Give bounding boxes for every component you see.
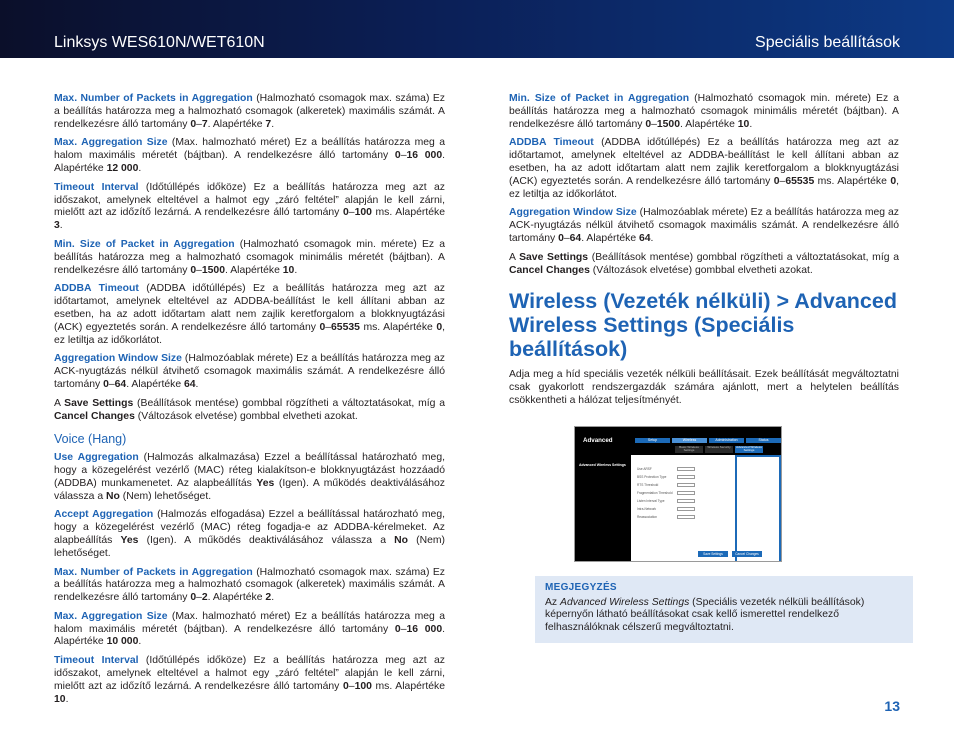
right-column xyxy=(509,93,899,643)
paragraph-max-packets xyxy=(54,93,445,131)
text: . Alapértéke xyxy=(581,232,639,244)
value: 0 xyxy=(394,623,401,635)
term: Min. Size of Packet in Aggregation xyxy=(509,93,690,104)
term: ADDBA Timeout xyxy=(54,283,139,295)
screenshot-subtab-advanced: Advanced Wireless Settings xyxy=(736,444,762,453)
text: – xyxy=(400,623,407,635)
screenshot-subtab-basic: Basic Wireless Settings xyxy=(675,446,703,453)
text: . Alapértéke xyxy=(126,378,184,390)
text: . xyxy=(138,162,142,174)
term: Use Aggregation xyxy=(54,452,139,464)
term: Aggregation Window Size xyxy=(54,353,182,365)
screenshot-row-input xyxy=(677,515,695,519)
text: . xyxy=(195,378,199,390)
term: ADDBA Timeout xyxy=(509,137,594,149)
value: 10 xyxy=(737,118,750,130)
text: (ADDBA időtúllépés) Ez a beállítás határozza meg azt az időtartamot, amelynek elteltével az ADDBA-beállítást le kell állítani abban az esetben, ha az adott időtartam alatt nem zajlik keretforgalom a blokknyugtázási (ACK) egyeztetés során. A rendelkezésre álló tartomány xyxy=(54,283,445,333)
value: 2 xyxy=(265,592,272,604)
value: 16 000 xyxy=(406,623,443,635)
text: (Változások elvetése) gombbal elvetheti azokat. xyxy=(589,264,813,276)
text: . xyxy=(271,118,275,130)
term: Timeout Interval xyxy=(54,181,139,193)
value: 1500 xyxy=(201,264,225,276)
screenshot-form-row xyxy=(637,467,695,472)
paragraph-save-cancel xyxy=(509,252,899,278)
value: Save Settings xyxy=(64,397,134,409)
value: 1500 xyxy=(656,118,680,130)
text: (Időtúllépés időköze) Ez a beállítás határozza meg azt az időszakot, amelynek elteltével a halmot egy „záró feltétel” alapján le kell zárni, mielőtt azt az időzítő lezárná. A rendelkezésre álló tartomány xyxy=(54,655,445,692)
screenshot-row-input xyxy=(677,483,695,487)
screenshot-row-label: Listen Interval Type xyxy=(637,498,665,503)
value: 0 xyxy=(645,118,652,130)
value: 65535 xyxy=(331,321,360,333)
text: A xyxy=(509,251,520,263)
screenshot-save-button: Save Settings xyxy=(698,551,728,557)
text: – xyxy=(651,118,657,130)
screenshot-tab-wireless: Wireless xyxy=(672,438,707,443)
text: – xyxy=(563,232,570,244)
text: . Alapértéke xyxy=(54,623,446,648)
paragraph-addba-timeout xyxy=(509,137,899,201)
screenshot-row-label: BSS Protection Type xyxy=(637,474,667,479)
text: . xyxy=(65,693,69,705)
screenshot-row-input xyxy=(677,491,695,495)
paragraph-addba-timeout xyxy=(54,283,445,347)
text: (Speciális vezeték nélküli beállítások) képernyőn látható beállításokat csak kellő ismerettel rendelkező felhasználóknak célszerű megváltoztatni. xyxy=(545,596,865,634)
value: 2 xyxy=(201,592,208,604)
text: (Halmozás elfogadása) Ezzel a beállítással határozható meg, hogy a közegelérést vezérlő (MAC) réteg fogadja-e az ADDBA-kérelmeket. Az alapbeállítás xyxy=(54,509,445,546)
screenshot-row-label: Fragmentation Threshold xyxy=(637,490,673,495)
value: 0 xyxy=(103,378,109,390)
paragraph-use-aggregation xyxy=(54,452,445,503)
screenshot-buttons xyxy=(698,551,762,557)
value: 10 xyxy=(54,693,66,705)
text: . xyxy=(59,220,63,232)
text: – xyxy=(196,592,202,604)
text: (Változások elvetése) gombbal elvetheti azokat. xyxy=(134,410,358,422)
value: 64 xyxy=(183,378,196,390)
screenshot-form-row xyxy=(637,499,695,504)
text: (Időtúllépés időköze) Ez a beállítás határozza meg azt az időszakot, amelynek elteltével a halmot egy „záró feltétel” alapján le kell zárni, mielőtt azt az időzítő lezárná. A rendelkezésre álló tartomány xyxy=(54,181,445,219)
paragraph-accept-aggregation xyxy=(54,509,445,560)
screenshot-row-label: RTS Threshold xyxy=(637,482,659,487)
text: – xyxy=(325,321,332,333)
term: Min. Size of Packet in Aggregation xyxy=(54,238,235,250)
note-text xyxy=(545,597,903,635)
text: , ez letiltja az időkorlátot. xyxy=(509,175,899,200)
screenshot-form-row xyxy=(637,507,695,512)
header-section-title: Speciális beállítások xyxy=(755,34,900,51)
term: Aggregation Window Size xyxy=(509,207,637,219)
value: 16 000 xyxy=(406,150,443,162)
value: 3 xyxy=(54,220,60,232)
text: (Igen). A működés deaktiválásához válassza a xyxy=(54,477,445,502)
value: 100 xyxy=(354,680,372,692)
text: ms. Alapértéke xyxy=(371,207,445,219)
value: 7 xyxy=(265,118,272,130)
text: , ez letiltja az időkorlátot. xyxy=(54,321,445,346)
text: . Alapértéke xyxy=(207,592,266,604)
value: 10 xyxy=(282,264,295,276)
value: 0 xyxy=(343,207,349,219)
value: 0 xyxy=(190,592,197,604)
screenshot-form-row xyxy=(637,483,695,488)
text: (Nem) lehetőséget. xyxy=(119,490,212,502)
term: Accept Aggregation xyxy=(54,509,154,521)
text: ms. Alapértéke xyxy=(371,680,445,692)
value: 64 xyxy=(638,232,651,244)
text: . Alapértéke xyxy=(54,150,446,174)
paragraph-save-cancel xyxy=(54,398,445,424)
paragraph-timeout-interval xyxy=(54,182,445,233)
screenshot-row-label: Use ARSF xyxy=(637,466,652,471)
advanced-wireless-screenshot xyxy=(574,426,782,562)
screenshot-tabs xyxy=(635,438,781,443)
screenshot-row-input xyxy=(677,475,695,479)
screenshot-form-row xyxy=(637,475,695,480)
text: A xyxy=(54,397,65,409)
value: 100 xyxy=(354,207,372,219)
term: Timeout Interval xyxy=(54,655,139,667)
value: Save Settings xyxy=(519,251,589,263)
term: Max. Number of Packets in Aggregation xyxy=(54,93,253,104)
section-title: Wireless (Vezeték nélküli) > Advanced Wireless Settings (Speciális beállítások) xyxy=(509,289,897,362)
value: 7 xyxy=(201,118,208,130)
screenshot-help-pane xyxy=(735,455,781,562)
screenshot-row-label: Intra-Network xyxy=(637,506,657,511)
text: – xyxy=(196,118,202,130)
value: Cancel Changes xyxy=(509,264,590,276)
value: No xyxy=(105,490,120,502)
text: (Halmozóablak mérete) Ez a beállítás határozza meg az ACK-nyugtázás nélkül átvihető csomagok maximális számát. A rendelkezésre álló tartomány xyxy=(54,353,445,390)
paragraph-max-aggregation-size xyxy=(54,137,445,175)
value: 0 xyxy=(319,321,326,333)
screenshot-row-input xyxy=(677,507,695,511)
text: (Halmozható csomagok min. mérete) Ez a beállítás határozza meg a halmozható csomagok minimális méretét (bájtban). A rendelkezésre álló tartomány xyxy=(54,238,445,276)
header-product-title: Linksys WES610N/WET610N xyxy=(54,34,265,51)
value: 10 000 xyxy=(106,636,139,648)
term: Max. Aggregation Size xyxy=(54,137,168,149)
note-box xyxy=(535,576,913,643)
page-number: 13 xyxy=(884,698,900,714)
value: 0 xyxy=(558,232,564,244)
screenshot-sidebar-label: Advanced Wireless Settings xyxy=(579,462,626,467)
screenshot-row-input xyxy=(677,467,695,471)
term: Max. Aggregation Size xyxy=(54,610,168,622)
screenshot-brand: Advanced xyxy=(583,436,613,444)
text: (ADDBA időtúllépés) Ez a beállítás határozza meg azt az időtartamot, amelynek elteltével az ADDBA-beállítást le kell állítani abban az esetben, ha az adott időtartam alatt nem zajlik keretforgalom a blokknyugtázási (ACK) egyeztetés során. A rendelkezésre álló tartomány xyxy=(509,137,900,187)
paragraph-min-packet-size xyxy=(54,239,445,277)
text: ms. Alapértéke xyxy=(814,175,891,187)
text: (Max. halmozható méret) Ez a beállítás határozza meg a halom maximális méretét (bájtban). A rendelkezésre álló tartomány xyxy=(54,610,445,635)
term: Max. Number of Packets in Aggregation xyxy=(54,566,253,578)
value: Cancel Changes xyxy=(54,410,135,422)
note-title: MEGJEGYZÉS xyxy=(545,581,617,593)
screenshot-tab-administration: Administration xyxy=(709,438,744,443)
text: . xyxy=(271,592,275,604)
text: – xyxy=(348,207,355,219)
text: . xyxy=(294,264,298,276)
text: (Halmozóablak mérete) Ez a beállítás határozza meg az ACK-nyugtázás nélkül átvihető csomagok maximális számát. A rendelkezésre álló tartomány xyxy=(509,207,899,244)
screenshot-row-label: Reassociation xyxy=(637,514,658,519)
value: 0 xyxy=(343,680,349,692)
value: 0 xyxy=(394,150,401,162)
value: 0 xyxy=(773,175,780,187)
italic-term: Advanced Wireless Settings xyxy=(560,596,690,608)
paragraph-min-packet-size xyxy=(509,93,899,131)
value: Yes xyxy=(256,477,275,489)
text: (Igen). A működés deaktiválásához válassza a xyxy=(138,534,395,546)
text: (Halmozható csomagok max. száma) Ez a beállítás határozza meg a halmozható csomagok (alkeretek) maximális számát. A rendelkezésre álló tartomány xyxy=(54,93,446,130)
text: (Halmozás alkalmazása) Ezzel a beállítással határozható meg, hogy a közegelérést vezérlő (MAC) réteg kialakítson-e blokknyugtázást hozzáadó (ADDBA) munkamenetet. Az alapbeállítás xyxy=(54,452,446,489)
screenshot-form xyxy=(637,467,695,523)
text: . xyxy=(650,232,654,244)
voice-heading: Voice (Hang) xyxy=(54,432,127,447)
paragraph-aggregation-window xyxy=(54,353,445,391)
screenshot-help-pane-inner xyxy=(737,457,779,561)
text: ms. Alapértéke xyxy=(359,321,437,333)
text: . Alapértéke xyxy=(225,264,283,276)
text: – xyxy=(400,150,407,162)
screenshot-row-input xyxy=(677,499,695,503)
text: – xyxy=(348,680,355,692)
screenshot-cancel-button: Cancel Changes xyxy=(732,551,762,557)
paragraph-voice-max-aggregation-size xyxy=(54,611,445,649)
text: . Alapértéke xyxy=(207,118,266,130)
left-column xyxy=(54,93,445,712)
paragraph-voice-max-packets xyxy=(54,567,445,605)
text: (Halmozható csomagok max. száma) Ez a beállítás határozza meg a halmozható csomagok (alkeretek) maximális számát. A rendelkezésre álló tartomány xyxy=(54,566,446,604)
screenshot-tab-setup: Setup xyxy=(635,438,670,443)
screenshot-form-row xyxy=(637,515,695,520)
page-header xyxy=(0,0,954,58)
value: Yes xyxy=(120,534,139,546)
text: (Beállítások mentése) gombbal rögzítheti a változtatásokat, míg a xyxy=(133,397,445,409)
text: (Nem) lehetőséget. xyxy=(54,534,446,559)
value: 64 xyxy=(569,232,582,244)
text: (Halmozható csomagok min. mérete) Ez a beállítás határozza meg a halmozható csomagok minimális méretét (bájtban). A rendelkezésre álló tartomány xyxy=(509,93,899,130)
value: 65535 xyxy=(785,175,815,187)
value: 0 xyxy=(890,175,897,187)
text: – xyxy=(196,264,202,276)
section-intro: Adja meg a híd speciális vezeték nélküli beállításait. Ezek beállítását megváltoztatni csak gyakorlott rendszergazdák számára ajánlott, mert a helytelen beállítás csökkentheti a hálózat teljesítményét. xyxy=(509,369,899,406)
screenshot-tab-status: Status xyxy=(746,438,781,443)
paragraph-aggregation-window xyxy=(509,207,899,245)
value: 0 xyxy=(436,321,443,333)
value: 12 000 xyxy=(106,162,139,174)
text: . Alapértéke xyxy=(680,118,738,130)
screenshot-form-row xyxy=(637,491,695,496)
text: – xyxy=(779,175,786,187)
text: (Beállítások mentése) gombbal rögzítheti a változtatásokat, míg a xyxy=(588,251,899,263)
text: . xyxy=(138,636,142,648)
text: Az xyxy=(545,596,561,608)
value: 0 xyxy=(190,118,197,130)
text: . xyxy=(749,118,753,130)
screenshot-subtabs xyxy=(675,446,763,453)
value: 64 xyxy=(114,378,127,390)
screenshot-sidebar xyxy=(575,455,631,562)
value: No xyxy=(394,534,408,546)
text: – xyxy=(108,378,115,390)
screenshot-subtab-security: Wireless Security xyxy=(705,446,733,453)
text: (Max. halmozható méret) Ez a beállítás határozza meg a halom maximális méretét (bájtban). A rendelkezésre álló tartomány xyxy=(54,137,445,162)
paragraph-voice-timeout-interval xyxy=(54,655,445,706)
value: 0 xyxy=(190,264,197,276)
